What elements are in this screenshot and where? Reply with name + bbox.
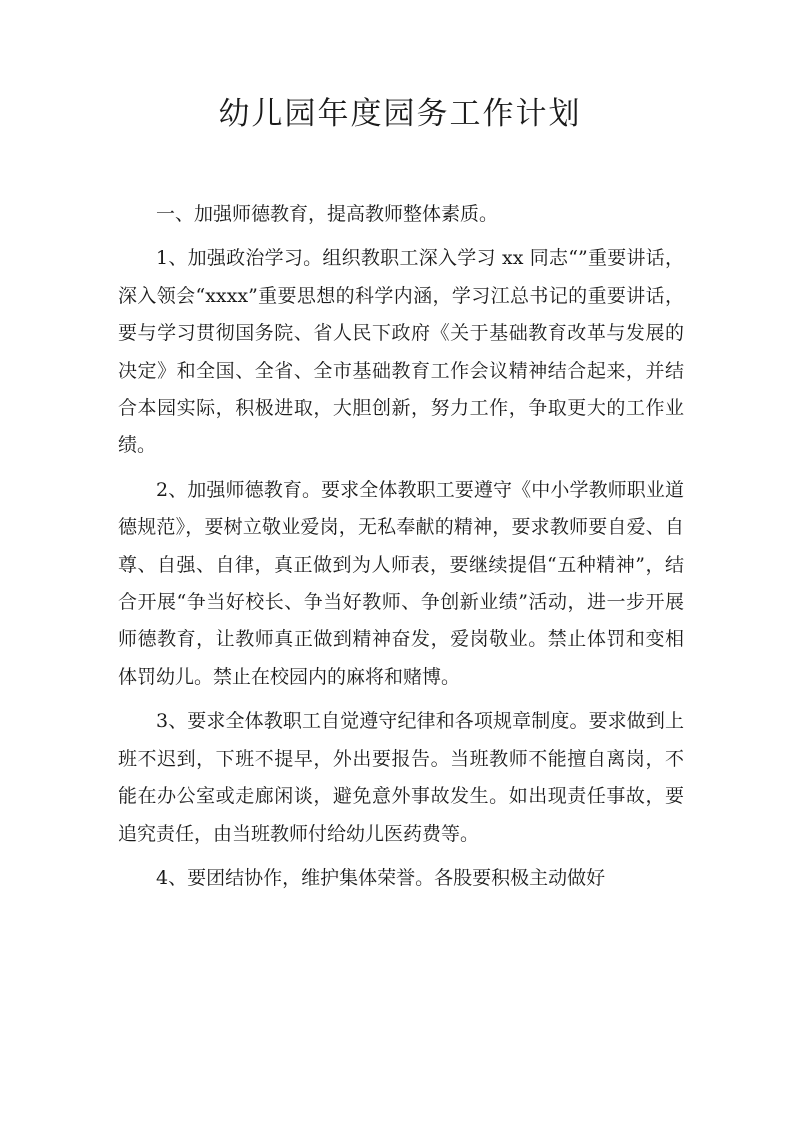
paragraph-political-study: 1、加强政治学习。组织教职工深入学习 xx 同志“”重要讲话，深入领会“xxxx”重要思想的科学内涵，学习江总书记的重要讲话，要与学习贯彻国务院、省人民下政府《关于基础教育改革与发展的决定》和全国、全省、全市基础教育工作会议精神结合起来，并结合本园实际，积极进取，大胆创新，努力工作，争取更大的工作业绩。 [118,247,684,457]
paragraph-teamwork: 4、要团结协作，维护集体荣誉。各股要积极主动做好 [156,866,606,889]
document-title: 幼儿园年度园务工作计划 [218,96,582,132]
paragraph-ethics-education: 2、加强师德教育。要求全体教职工要遵守《中小学教师职业道德规范》，要树立敬业爱岗，无私奉献的精神，要求教师要自爱、自尊、自强、自律，真正做到为人师表，要继续提倡“五种精神”，结合开展“争当好校长、争当好教师、争创新业绩”活动，进一步开展师德教育，让教师真正做到精神奋发，爱岗敬业。禁止体罚和变相体罚幼儿。禁止在校园内的麻将和赌博。 [118,478,684,688]
paragraph-discipline-rules: 3、要求全体教职工自觉遵守纪律和各项规章制度。要求做到上班不迟到，下班不提早，外出要报告。当班教师不能擅自离岗，不能在办公室或走廊闲谈，避免意外事故发生。如出现责任事故，要追究责任，由当班教师付给幼儿医药费等。 [118,710,684,845]
section-heading-1: 一、加强师德教育，提高教师整体素质。 [156,203,499,225]
document-body [118,196,684,904]
